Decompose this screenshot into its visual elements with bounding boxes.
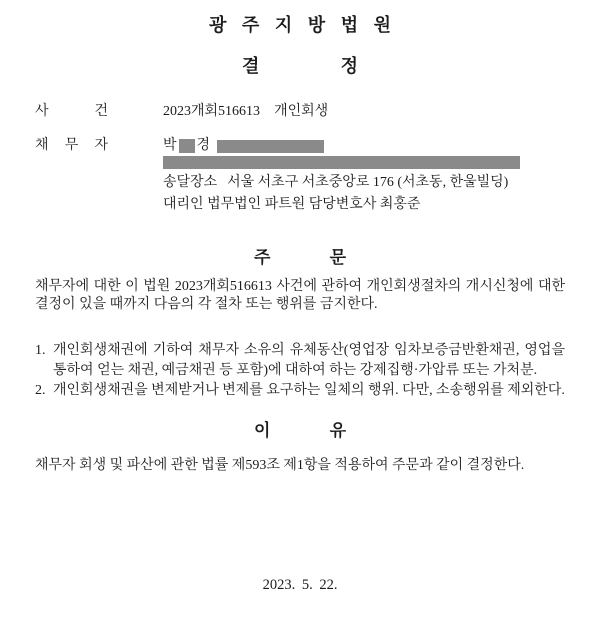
redaction-box-name-middle — [179, 139, 195, 153]
order-item-list — [35, 341, 565, 401]
debtor-label: 채 무 자 — [35, 138, 108, 153]
redaction-bar-address — [163, 156, 520, 169]
order-item-2 — [35, 381, 565, 401]
attorney-line: 대리인 법무법인 파트원 담당변호사 최홍준 — [163, 197, 421, 212]
document-type-title — [35, 56, 565, 76]
order-intro-paragraph: 채무자에 대한 이 법원 2023개회516613 사건에 관하여 개인회생절차의 개시신청에 대한 결정이 있을 때까지 다음의 각 절차 또는 행위를 금지한다. — [35, 279, 565, 312]
document-type-text: 결 정 — [242, 56, 358, 76]
service-place-address: 서울 서초구 서초중앙로 176 (서초동, 한울빌딩) — [227, 175, 509, 190]
order-item-2-text: 개인회생채권을 변제받거나 변제를 요구하는 일체의 행위. 다만, 소송행위를 제외한다. — [53, 383, 565, 398]
court-name-title — [35, 15, 565, 35]
case-number-row — [35, 103, 565, 121]
case-type: 개인회생 — [274, 104, 329, 119]
order-item-2-number: 2. — [35, 383, 46, 398]
case-label: 사 건 — [35, 104, 108, 119]
case-info-section — [35, 103, 565, 214]
debtor-details — [163, 137, 520, 214]
debtor-row — [35, 137, 565, 214]
redaction-bar-resident-id — [217, 140, 324, 153]
service-address-line — [163, 174, 520, 192]
reason-section-heading — [35, 421, 565, 441]
debtor-name-last: 경 — [196, 138, 211, 153]
debtor-name-line — [163, 137, 520, 155]
order-section-heading — [35, 248, 565, 268]
service-place-label: 송달장소 — [163, 175, 218, 190]
case-number-value — [163, 103, 328, 121]
decision-date: 2023. 5. 22. — [262, 577, 338, 593]
reason-paragraph: 채무자 회생 및 파산에 관한 법률 제593조 제1항을 적용하여 주문과 같이 결정한다. — [35, 458, 525, 473]
debtor-name-first: 박 — [163, 138, 177, 153]
reason-heading-text: 이 유 — [254, 421, 346, 440]
court-name-text: 광 주 지 방 법 원 — [209, 15, 391, 35]
order-item-1-number: 1. — [35, 343, 46, 358]
order-item-1 — [35, 341, 565, 381]
order-item-1-text: 개인회생채권에 기하여 채무자 소유의 유체동산(영업장 임차보증금반환채권, 영업을 통하여 얻는 채권, 예금채권 등 포함)에 대하여 하는 강제집행·가압류 또는 가처분. — [53, 343, 565, 378]
order-heading-text: 주 문 — [254, 248, 346, 267]
case-number: 2023개회516613 — [163, 104, 261, 119]
